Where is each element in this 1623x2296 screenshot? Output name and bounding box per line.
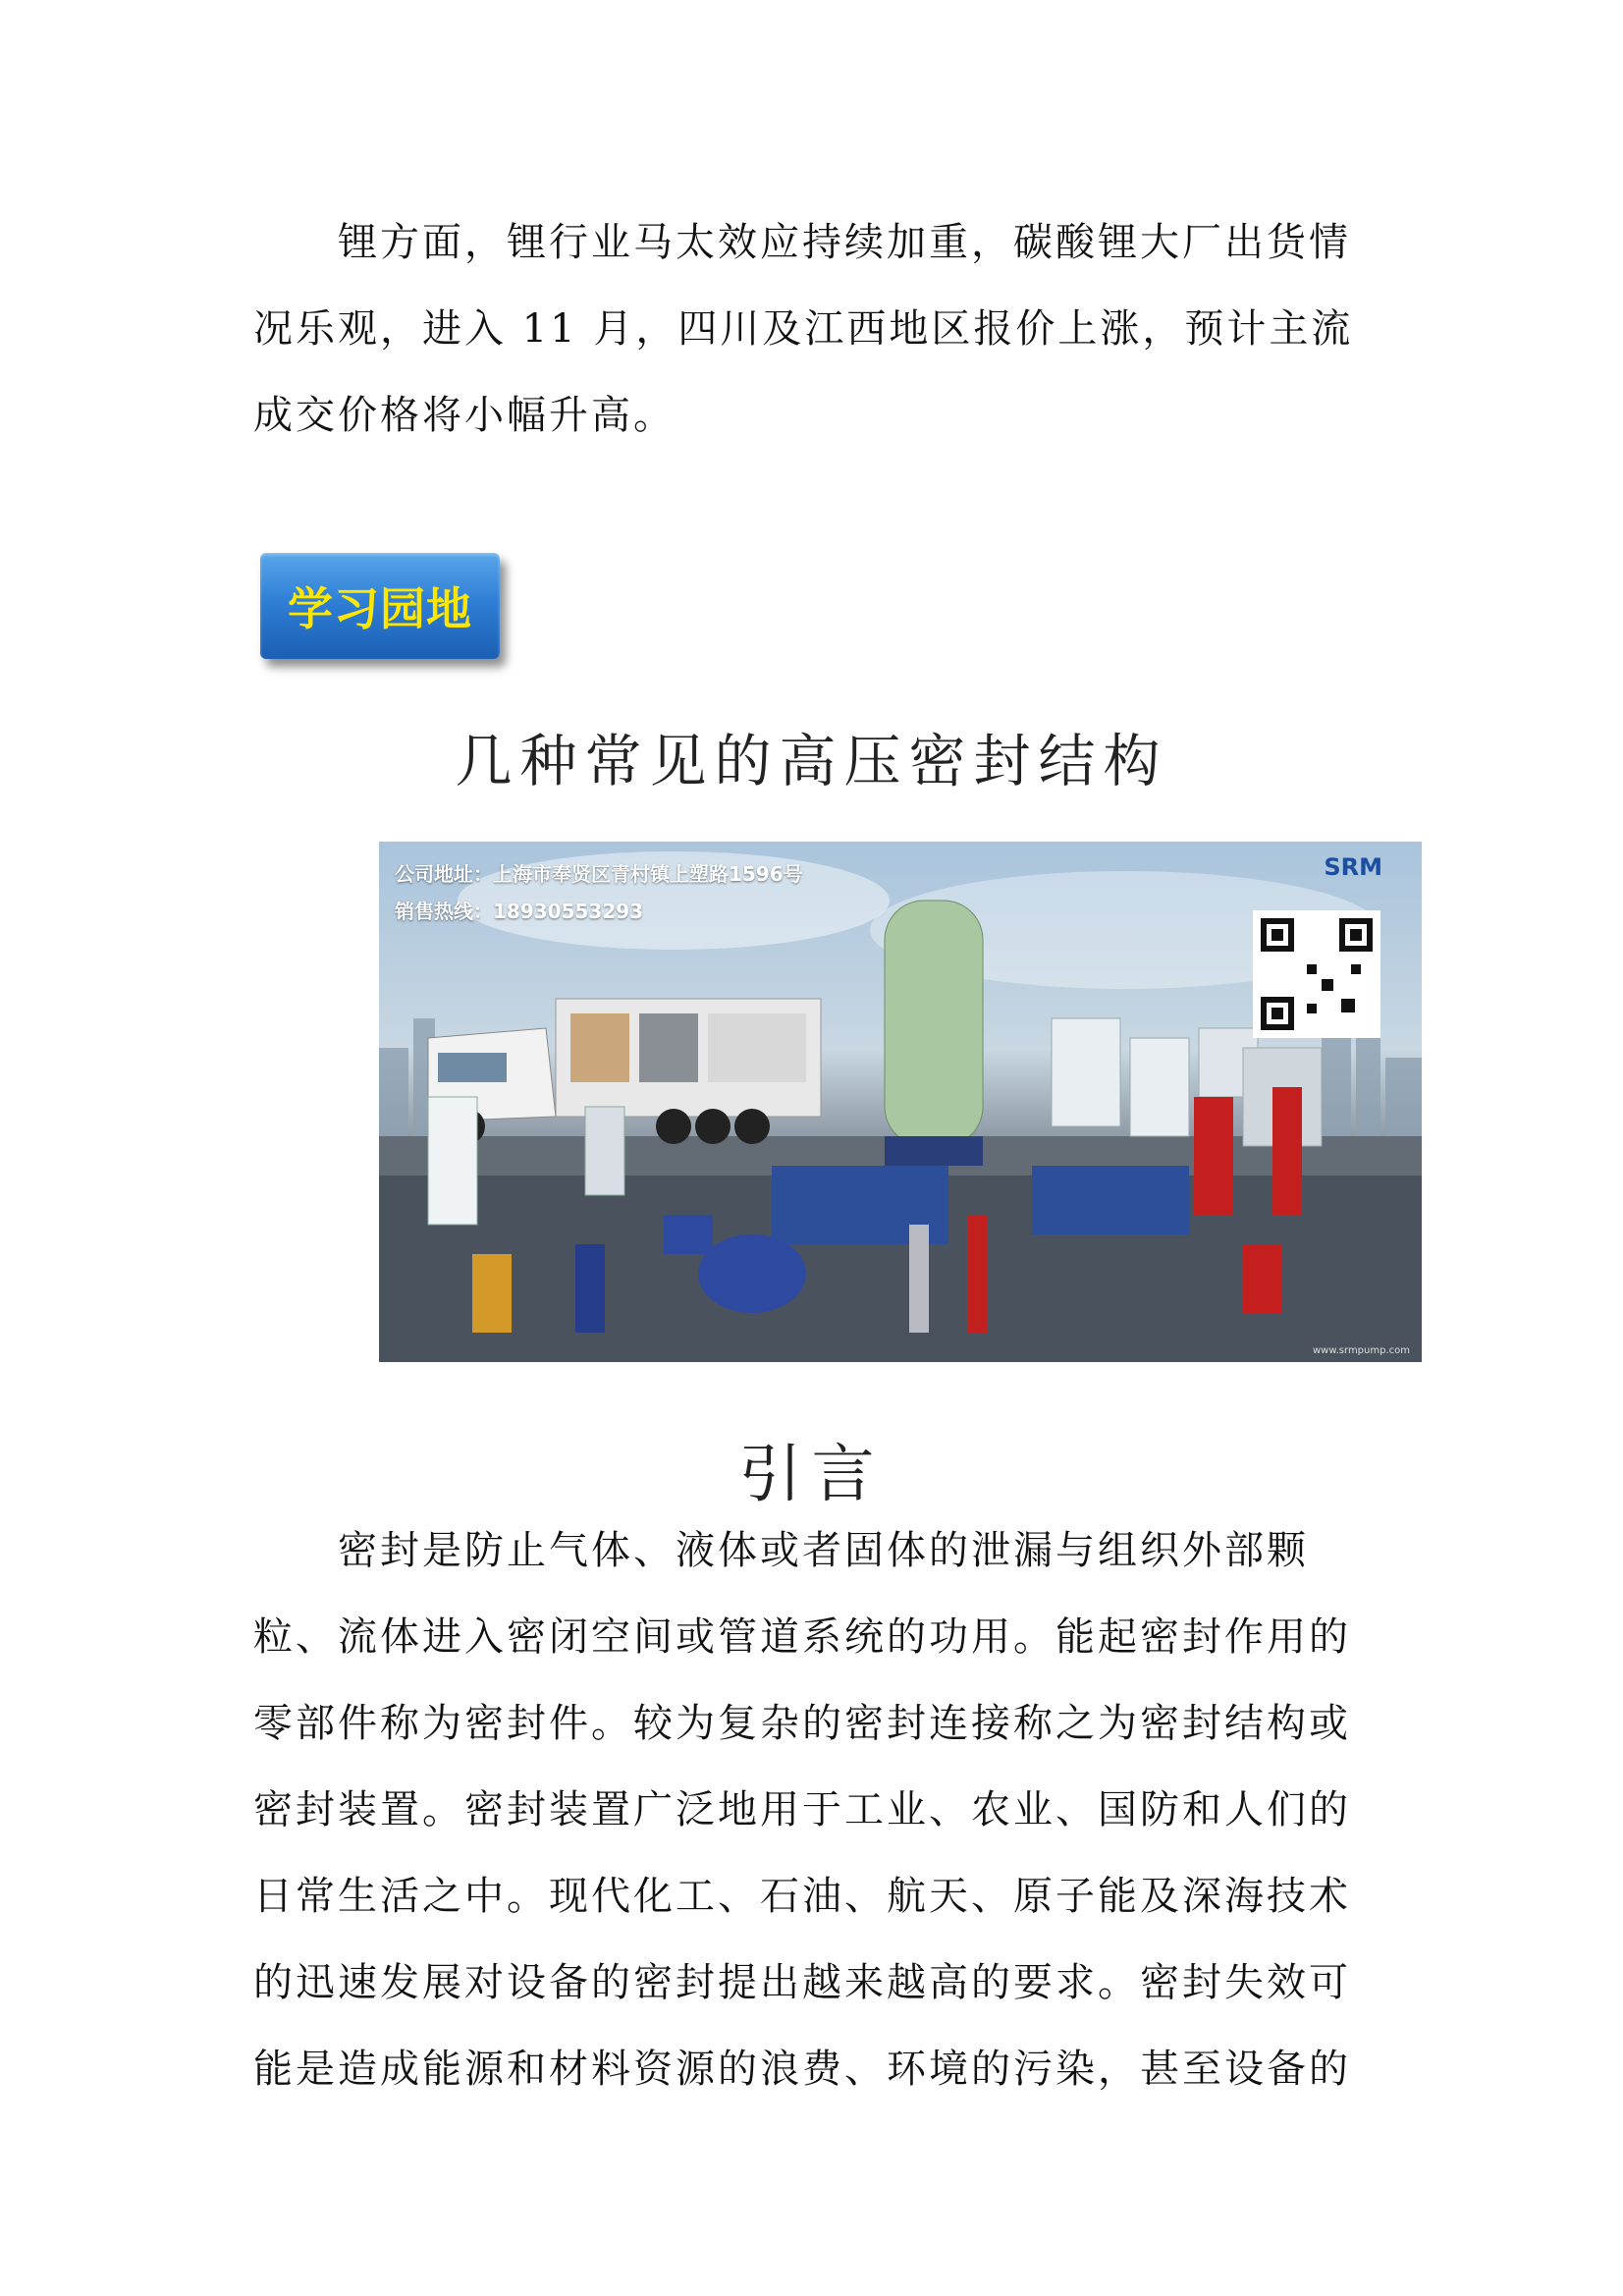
text-line: 密封是防止气体、液体或者固体的泄漏与组织外部颗	[253, 1528, 1309, 1573]
text-line: 能是造成能源和材料资源的浪费、环境的污染，甚至设备的	[253, 2047, 1351, 2092]
text-line: 日常生活之中。现代化工、石油、航天、原子能及深海技术	[253, 1874, 1351, 1919]
intro-heading: 引言	[738, 1439, 885, 1511]
section-badge: 学习园地	[260, 553, 500, 659]
qr-code-graphic	[1253, 910, 1380, 1038]
text-line: 成交价格将小幅升高。	[253, 393, 676, 438]
text-line: 密封装置。密封装置广泛地用于工业、农业、国防和人们的	[253, 1787, 1351, 1832]
article-title: 几种常见的高压密封结构	[455, 728, 1168, 794]
text-line: 锂方面，锂行业马太效应持续加重，碳酸锂大厂出货情	[253, 220, 1351, 265]
text-line: 的迅速发展对设备的密封提出越来越高的要求。密封失效可	[253, 1960, 1351, 2005]
paragraph-intro	[253, 1507, 1382, 2112]
brand-logo: SRM	[1324, 853, 1382, 881]
banner-hotline: 销售热线：18930553293	[395, 900, 644, 923]
banner-contact	[395, 855, 803, 930]
text-line: 况乐观，进入 11 月，四川及江西地区报价上涨，预计主流	[253, 306, 1354, 352]
banner-website: www.srmpump.com	[1313, 1345, 1410, 1356]
product-banner-image	[379, 842, 1422, 1362]
text-line: 零部件称为密封件。较为复杂的密封连接称之为密封结构或	[253, 1701, 1351, 1746]
tank-graphic	[885, 901, 983, 1166]
banner-address: 公司地址：上海市奉贤区青村镇上塑路1596号	[395, 862, 803, 886]
text-line: 粒、流体进入密闭空间或管道系统的功用。能起密封作用的	[253, 1614, 1351, 1660]
paragraph-lithium	[253, 199, 1382, 459]
